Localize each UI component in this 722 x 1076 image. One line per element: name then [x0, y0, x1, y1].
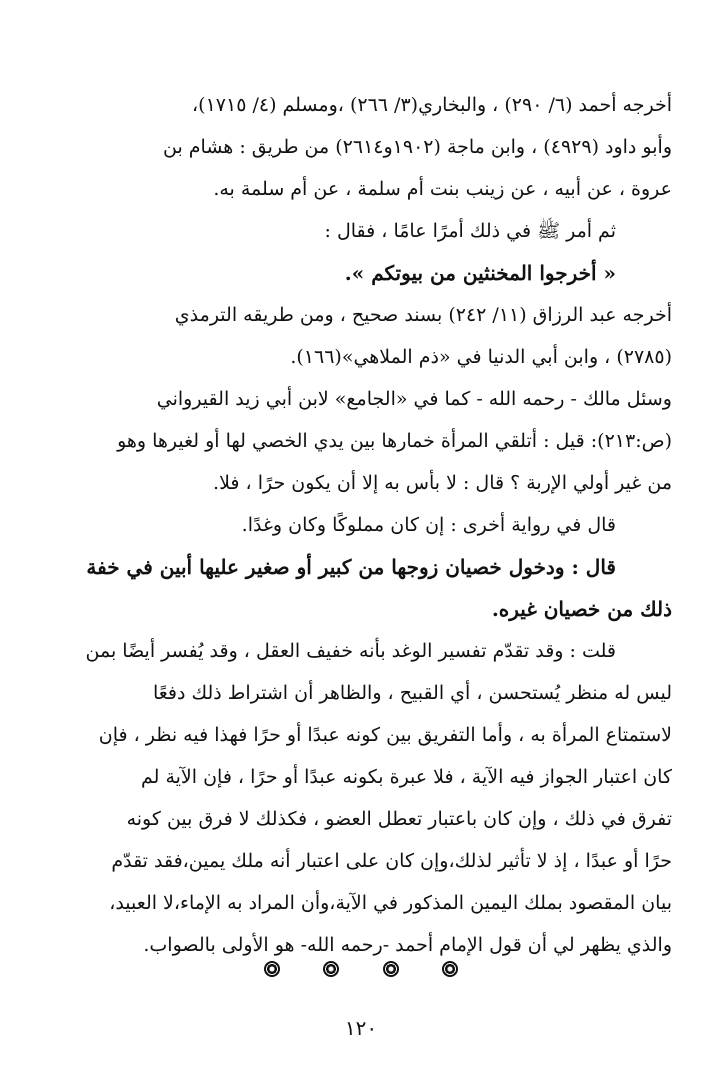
text-line: (ص:٢١٣): قيل : أتلقي المرأة خمارها بين يدي الخصي لها أو لغيرها وهو: [117, 430, 672, 452]
text-line: تفرق في ذلك ، وإن كان باعتبار تعطل العضو ، فكذلك لا فرق بين كونه: [126, 808, 672, 830]
text-line: ثم أمر ﷺ في ذلك أمرًا عامًا ، فقال :: [324, 220, 616, 242]
text-line: قلت : وقد تقدّم تفسير الوغد بأنه خفيف العقل ، وقد يُفسر أيضًا بمن: [85, 640, 616, 662]
page-number: ١٢٠: [344, 1016, 378, 1040]
text-line: ذلك من خصيان غيره.: [491, 597, 672, 621]
text-line: ليس له منظر يُستحسن ، أي القبيح ، والظاهر أن اشتراط ذلك دفعًا: [152, 682, 672, 704]
flower-ornament-icon: [323, 961, 339, 977]
text-line: أخرجه أحمد (٦/ ٢٩٠) ، والبخاري(٣/ ٢٦٦) ،ومسلم (٤/ ١٧١٥)،: [192, 94, 672, 116]
flower-ornament-icon: [264, 961, 280, 977]
text-line: والذي يظهر لي أن قول الإمام أحمد -رحمه الله- هو الأولى بالصواب.: [143, 934, 672, 956]
section-divider: [0, 958, 722, 977]
text-line: وأبو داود (٤٩٢٩) ، وابن ماجة (١٩٠٢و٢٦١٤) من طريق : هشام بن: [162, 136, 672, 158]
text-line: وسئل مالك - رحمه الله - كما في «الجامع» لابن أبي زيد القيرواني: [156, 388, 672, 410]
text-line: كان اعتبار الجواز فيه الآية ، فلا عبرة بكونه عبدًا أو حرًا ، فإن الآية لم: [140, 766, 672, 788]
text-line: بيان المقصود بملك اليمين المذكور في الآية،وأن المراد به الإماء،لا العبيد،: [109, 892, 672, 914]
text-line: قال : ودخول خصيان زوجها من كبير أو صغير عليها أبين في خفة: [86, 555, 616, 579]
text-line: (٢٧٨٥) ، وابن أبي الدنيا في «ذم الملاهي»(١٦٦).: [290, 346, 672, 368]
flower-ornament-icon: [442, 961, 458, 977]
text-line: لاستمتاع المرأة به ، وأما التفريق بين كونه عبدًا أو حرًا فهذا فيه نظر ، فإن: [98, 724, 672, 746]
text-line: عروة ، عن أبيه ، عن زينب بنت أم سلمة ، عن أم سلمة به.: [213, 178, 672, 200]
text-line: أخرجه عبد الرزاق (١١/ ٢٤٢) بسند صحيح ، ومن طريقه الترمذي: [174, 304, 672, 326]
text-line: من غير أولي الإربة ؟ قال : لا بأس به إلا أن يكون حرًا ، فلا.: [213, 472, 672, 494]
text-line: قال في رواية أخرى : إن كان مملوكًا وكان وغدًا.: [241, 514, 616, 536]
text-line: حرًا أو عبدًا ، إذ لا تأثير لذلك،وإن كان على اعتبار أنه ملك يمين،فقد تقدّم: [111, 850, 672, 872]
hadith-quote: « أخرجوا المخنثين من بيوتكم ».: [344, 261, 616, 285]
page-body: [60, 84, 672, 966]
flower-ornament-icon: [383, 961, 399, 977]
